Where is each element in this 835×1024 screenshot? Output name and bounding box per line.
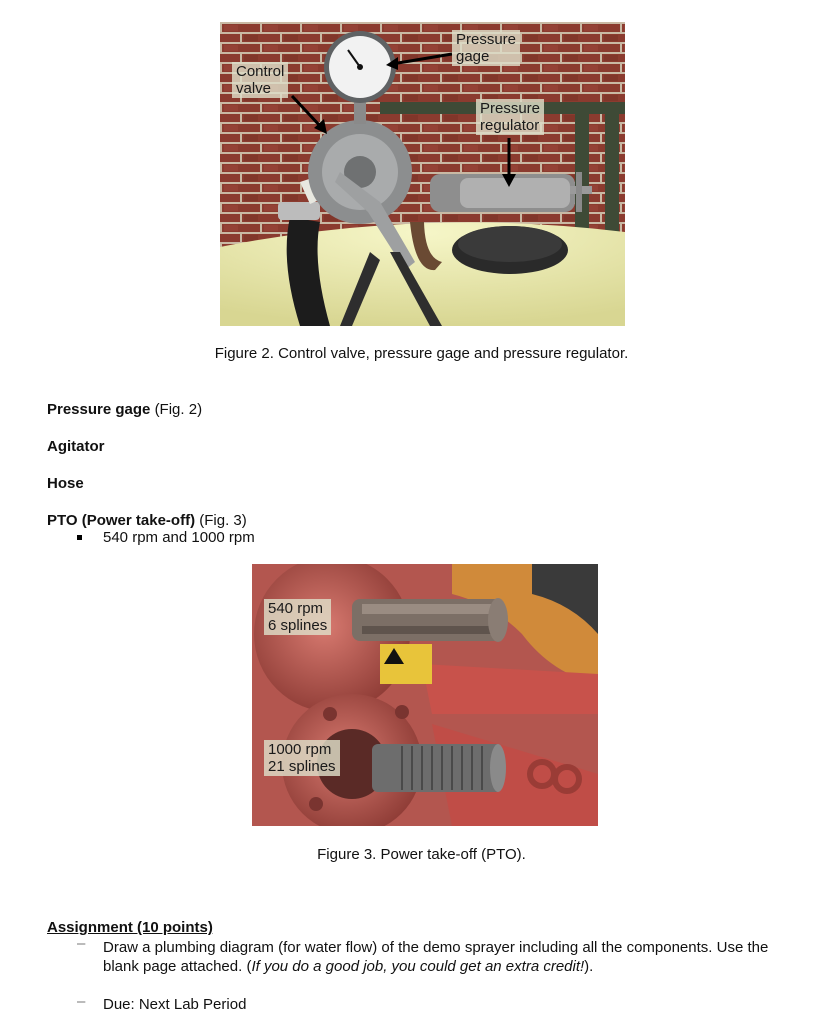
- task-1-end: ).: [584, 958, 594, 975]
- figure-3-caption: Figure 3. Power take-off (PTO).: [317, 846, 526, 863]
- task-1-text: Draw a plumbing diagram (for water flow) of the demo sprayer including all the components. Use the blank page attached. (: [103, 939, 769, 975]
- bullet-marker: [77, 535, 82, 540]
- item-pto-ref: (Fig. 3): [199, 512, 247, 529]
- assignment-task-1: [103, 938, 803, 976]
- item-agitator: Agitator: [47, 438, 105, 455]
- item-pressure-gage-ref: (Fig. 2): [154, 401, 203, 418]
- pto-bullet-text: 540 rpm and 1000 rpm: [103, 529, 255, 546]
- figure-3-photo: [252, 564, 598, 826]
- task-1-italic: If you do a good job, you could get an extra credit!: [251, 958, 585, 975]
- item-pto-title: PTO (Power take-off): [47, 512, 196, 529]
- label-pressure-gage: Pressure gage: [452, 30, 520, 66]
- assignment-heading: Assignment (10 points): [47, 919, 213, 936]
- item-pto: [47, 512, 247, 529]
- item-pressure-gage-title: Pressure gage: [47, 401, 151, 418]
- label-1000-rpm: 1000 rpm 21 splines: [264, 740, 340, 776]
- label-pressure-regulator: Pressure regulator: [476, 99, 544, 135]
- label-540-rpm: 540 rpm 6 splines: [264, 599, 331, 635]
- figure-2-caption: Figure 2. Control valve, pressure gage and pressure regulator.: [214, 345, 629, 362]
- dash-2: –: [77, 993, 86, 1010]
- figure-2-photo: [220, 22, 625, 326]
- item-hose: Hose: [47, 475, 84, 492]
- label-control-valve: Control valve: [232, 62, 288, 98]
- dash-1: –: [77, 935, 86, 952]
- assignment-task-2: Due: Next Lab Period: [103, 996, 247, 1013]
- item-pressure-gage: [47, 401, 202, 418]
